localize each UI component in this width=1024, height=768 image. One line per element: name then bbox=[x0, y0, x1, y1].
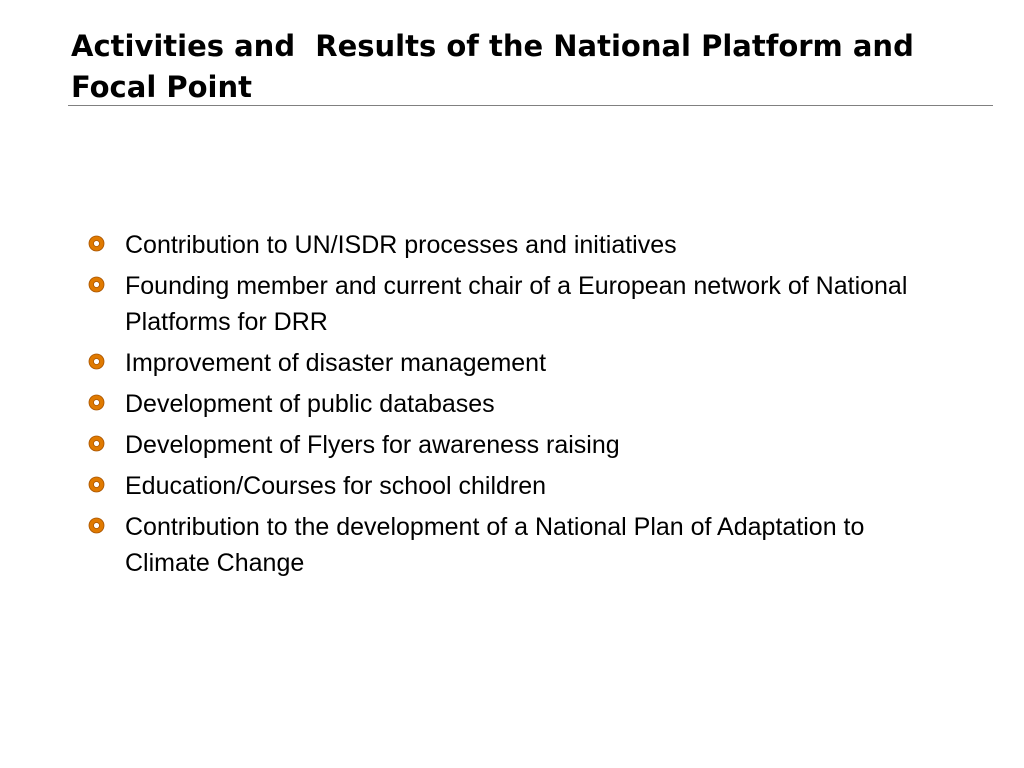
list-item bbox=[88, 468, 948, 504]
list-item bbox=[88, 427, 948, 463]
list-item bbox=[88, 509, 948, 581]
bullet-text: Contribution to the development of a National Plan of Adaptation to Climate Change bbox=[125, 513, 865, 577]
slide-title: Activities and Results of the National Platform and Focal Point bbox=[71, 29, 924, 104]
bullet-text: Education/Courses for school children bbox=[125, 472, 547, 500]
list-item bbox=[88, 268, 948, 340]
orange-disc-bullet-icon bbox=[88, 476, 105, 493]
bullet-list bbox=[88, 227, 948, 586]
orange-disc-bullet-icon bbox=[88, 276, 105, 293]
list-item bbox=[88, 227, 948, 263]
list-item bbox=[88, 345, 948, 381]
title-divider bbox=[68, 105, 993, 106]
bullet-text: Founding member and current chair of a European network of National Platforms for DRR bbox=[125, 272, 908, 336]
bullet-text: Contribution to UN/ISDR processes and initiatives bbox=[125, 231, 677, 259]
orange-disc-bullet-icon bbox=[88, 235, 105, 252]
orange-disc-bullet-icon bbox=[88, 394, 105, 411]
bullet-text: Development of public databases bbox=[125, 390, 495, 418]
orange-disc-bullet-icon bbox=[88, 353, 105, 370]
bullet-text: Improvement of disaster management bbox=[125, 349, 547, 377]
orange-disc-bullet-icon bbox=[88, 435, 105, 452]
bullet-text: Development of Flyers for awareness raising bbox=[125, 431, 620, 459]
list-item bbox=[88, 386, 948, 422]
orange-disc-bullet-icon bbox=[88, 517, 105, 534]
